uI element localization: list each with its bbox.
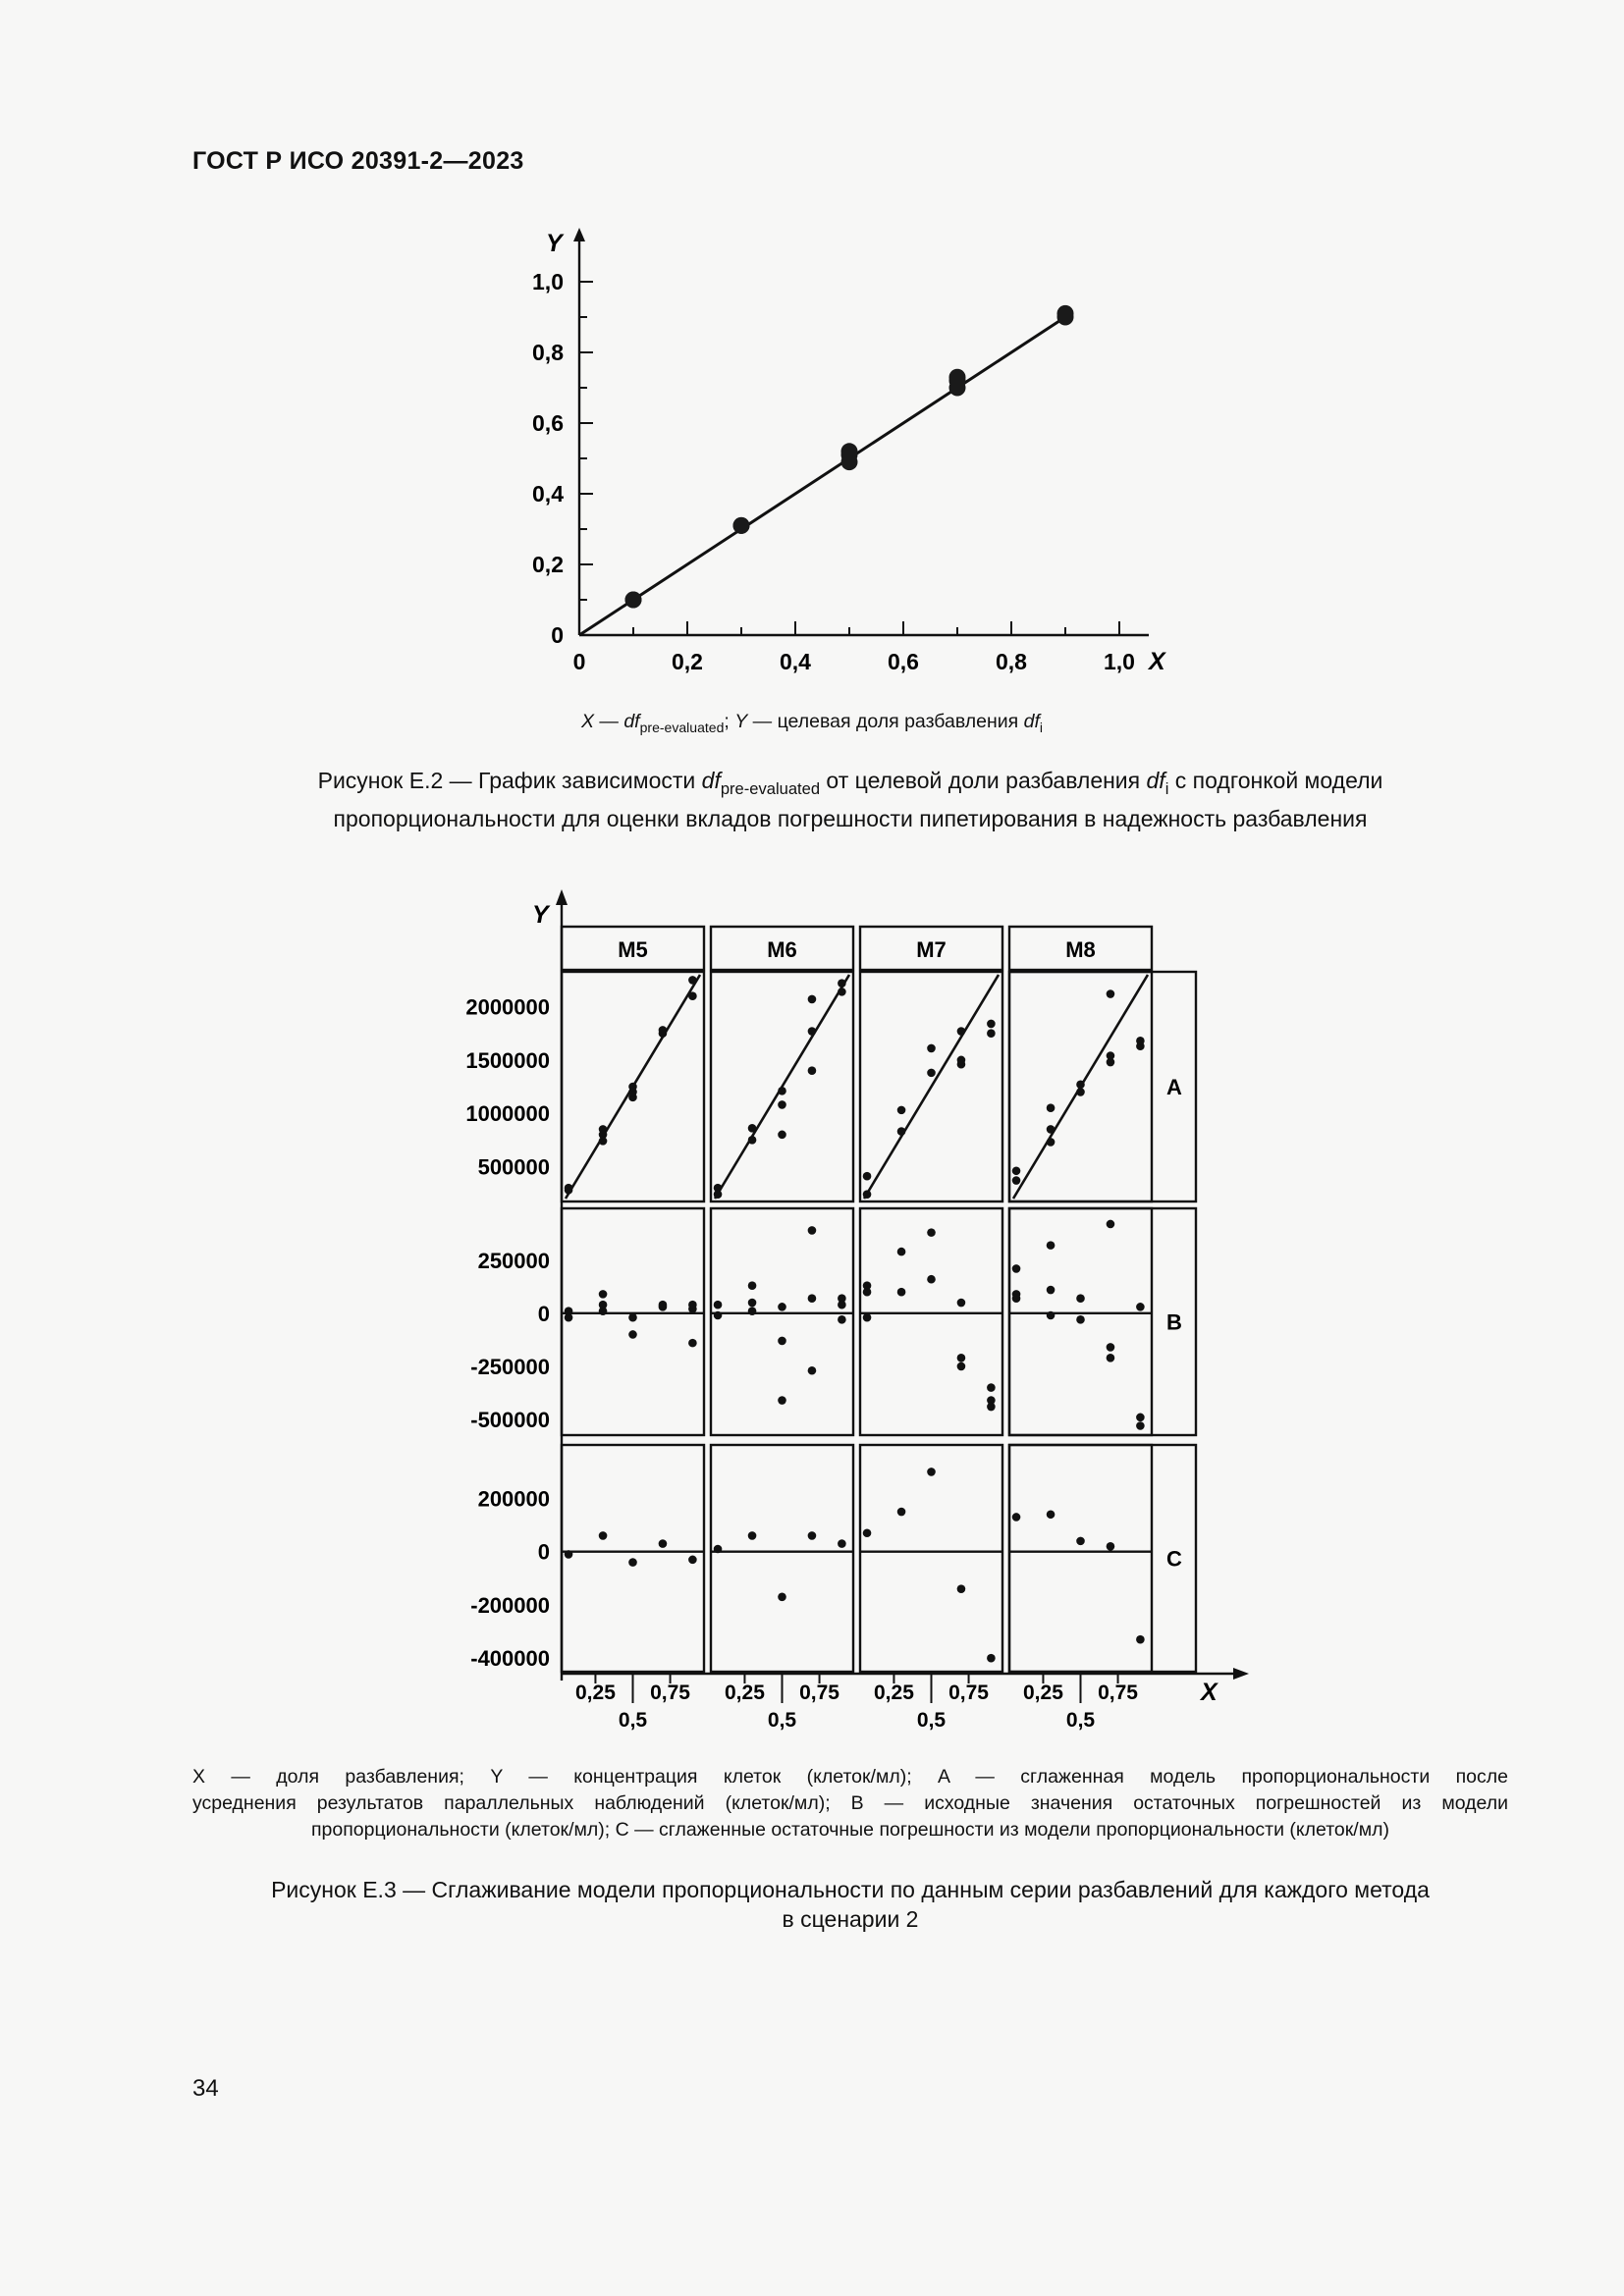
facet-strip-label: M7 (916, 937, 947, 962)
data-point (927, 1228, 936, 1237)
legend-dfi-symbol: df (1023, 711, 1040, 732)
x-tick-label: 1,0 (1104, 649, 1135, 674)
data-point (1012, 1513, 1021, 1522)
x-tick-label: 0,4 (780, 649, 811, 674)
data-point (778, 1303, 786, 1311)
legend-x-symbol: X (580, 711, 594, 732)
data-point (599, 1125, 608, 1134)
legend-separator: ; (724, 711, 735, 732)
y-tick-label: 0,2 (532, 552, 564, 577)
x-tick-label: 0 (572, 649, 586, 674)
data-point (863, 1288, 872, 1297)
data-point (748, 1124, 757, 1133)
data-point (863, 1313, 872, 1322)
data-point (688, 991, 697, 1000)
data-point (1136, 1421, 1145, 1430)
panel-frame (562, 1208, 704, 1435)
data-point (897, 1508, 906, 1517)
data-point (628, 1558, 637, 1567)
data-point (778, 1396, 786, 1405)
x-tick-label: 0,5 (916, 1709, 947, 1732)
row-label: B (1166, 1309, 1182, 1335)
data-point (1047, 1241, 1056, 1250)
x-axis-label: X (1149, 648, 1165, 675)
panel-frame (711, 1445, 853, 1672)
data-point (1136, 1635, 1145, 1644)
data-point (1047, 1510, 1056, 1519)
figure-e3-caption-line1: Рисунок Е.3 — Сглаживание модели пропорциональности по данным серии разбавлений для каждого метода (271, 1877, 1430, 1902)
data-point (599, 1531, 608, 1540)
data-point (808, 1366, 817, 1375)
y-tick-label: 1,0 (532, 269, 564, 294)
x-axis-arrow (1233, 1668, 1249, 1680)
data-point (599, 1301, 608, 1309)
panel-frame (1009, 1445, 1152, 1672)
figure-e3-legend (192, 1764, 1508, 1843)
data-point (1012, 1166, 1021, 1175)
x-tick-label: 0,75 (1098, 1682, 1138, 1704)
data-point (808, 1027, 817, 1036)
data-point (714, 1311, 723, 1320)
data-point (628, 1083, 637, 1092)
data-point (808, 995, 817, 1004)
data-point (628, 1330, 637, 1339)
data-point (1076, 1315, 1085, 1324)
page-number: 34 (192, 2075, 219, 2102)
data-point (1136, 1414, 1145, 1422)
y-tick-label: 0,8 (532, 340, 564, 365)
fit-line (715, 975, 849, 1199)
data-point (863, 1190, 872, 1199)
y-tick-label: -500000 (470, 1408, 550, 1433)
data-point (838, 1301, 846, 1309)
data-point (659, 1301, 668, 1309)
legend-dash: — (747, 711, 778, 732)
facet-strip-label: M5 (618, 937, 648, 962)
x-axis-label: X (1201, 1679, 1218, 1706)
data-point (778, 1131, 786, 1140)
data-point (1012, 1264, 1021, 1273)
data-point (714, 1545, 723, 1554)
data-point (1047, 1286, 1056, 1295)
x-tick-label: 0,8 (996, 649, 1027, 674)
data-point (987, 1383, 996, 1392)
data-point (565, 1184, 573, 1193)
data-point (688, 976, 697, 985)
data-point (1047, 1138, 1056, 1147)
data-point (808, 1294, 817, 1303)
data-point (897, 1106, 906, 1115)
data-point (1107, 1354, 1115, 1362)
figure-e3-caption-line2: в сценарии 2 (782, 1906, 919, 1932)
data-point (1136, 1303, 1145, 1311)
legend-dash: — (593, 711, 624, 732)
y-tick-label: -250000 (470, 1354, 550, 1379)
figure-e2-caption-line2: пропорциональности для оценки вкладов погрешности пипетирования в надежность разбавления (333, 805, 1368, 831)
x-tick-label: 0,5 (618, 1709, 648, 1732)
data-point (565, 1313, 573, 1322)
data-point (1107, 989, 1115, 998)
figure-e2-caption-line1: Рисунок Е.2 — График зависимости $df_{pre-evaluated}$ от целевой доли разбавления $df_i$ с подгонкой модели (317, 768, 1383, 798)
y-tick-label: 0 (537, 1539, 550, 1565)
y-tick-label: 0,4 (532, 481, 564, 507)
data-point (927, 1275, 936, 1284)
figure-e3-legend-line1: X — доля разбавления; Y — концентрация клеток (клеток/мл); A — сглаженная модель пропорциональности после (192, 1766, 1508, 1788)
data-point (565, 1550, 573, 1559)
data-point (688, 1556, 697, 1565)
x-tick-label: 0,75 (799, 1682, 839, 1704)
legend-df-symbol: df (623, 711, 640, 732)
data-point (599, 1290, 608, 1299)
data-point (957, 1362, 966, 1371)
x-tick-label: 0,25 (575, 1682, 616, 1704)
y-tick-label: -400000 (470, 1646, 550, 1672)
data-point (1047, 1125, 1056, 1134)
legend-y-symbol: Y (734, 711, 748, 732)
legend-dfi-subscript: i (1039, 719, 1044, 735)
data-point (1047, 1311, 1056, 1320)
data-point (778, 1337, 786, 1346)
data-point (987, 1020, 996, 1029)
data-point (927, 1069, 936, 1078)
y-axis-label: Y (532, 901, 549, 929)
x-tick-label: 0,2 (672, 649, 703, 674)
facet-strip-label: M8 (1065, 937, 1096, 962)
y-tick-label: 0,6 (532, 410, 564, 436)
data-point (897, 1248, 906, 1256)
y-axis-arrow (556, 889, 568, 905)
data-point (927, 1468, 936, 1476)
data-point (838, 988, 846, 996)
y-tick-label: 250000 (477, 1248, 550, 1273)
data-point (897, 1127, 906, 1136)
data-point (1076, 1088, 1085, 1096)
data-point (1107, 1051, 1115, 1060)
data-point (1076, 1294, 1085, 1303)
data-point (1107, 1220, 1115, 1229)
data-point (688, 1339, 697, 1348)
y-tick-label: 500000 (477, 1154, 550, 1180)
data-point (957, 1056, 966, 1065)
data-point (808, 1531, 817, 1540)
document-header: ГОСТ Р ИСО 20391-2—2023 (192, 147, 524, 175)
data-point (748, 1307, 757, 1315)
data-point (808, 1066, 817, 1075)
data-point (714, 1190, 723, 1199)
data-point (1076, 1537, 1085, 1546)
y-tick-label: 2000000 (465, 994, 550, 1020)
data-point (778, 1593, 786, 1602)
data-point (838, 1539, 846, 1548)
data-point (838, 1315, 846, 1324)
figure-e3-legend-line3: пропорциональности (клеток/мл); C — сглаженные остаточные погрешности из модели пропорциональности (клеток/мл) (311, 1819, 1389, 1841)
data-point (1107, 1343, 1115, 1352)
data-point (957, 1299, 966, 1308)
panel-frame (860, 1445, 1002, 1672)
data-point (688, 1301, 697, 1309)
row-label: A (1166, 1075, 1182, 1099)
y-tick-label: -200000 (470, 1592, 550, 1618)
data-point (927, 1044, 936, 1053)
data-point (957, 1027, 966, 1036)
data-point (778, 1087, 786, 1095)
facet-strip-label: M6 (767, 937, 797, 962)
y-tick-label: 0 (537, 1301, 550, 1326)
data-point (748, 1136, 757, 1145)
x-tick-label: 0,25 (874, 1682, 914, 1704)
data-point (1012, 1294, 1021, 1303)
data-point (897, 1288, 906, 1297)
data-point (748, 1299, 757, 1308)
data-point (1047, 1103, 1056, 1112)
data-point (1076, 1081, 1085, 1090)
x-tick-label: 0,5 (767, 1709, 797, 1732)
data-point (628, 1313, 637, 1322)
data-point (748, 1531, 757, 1540)
x-tick-label: 0,75 (650, 1682, 690, 1704)
data-point (714, 1301, 723, 1309)
data-point (778, 1100, 786, 1109)
y-tick-label: 1500000 (465, 1047, 550, 1073)
x-tick-label: 0,25 (725, 1682, 765, 1704)
data-point (987, 1403, 996, 1412)
figure-e3-legend-line2: усреднения результатов параллельных наблюдений (клеток/мл); B — исходные значения остаточных погрешностей из модели (192, 1792, 1508, 1814)
figure-e3-caption (192, 1875, 1508, 1934)
x-tick-label: 0,6 (888, 649, 919, 674)
x-tick-label: 0,25 (1023, 1682, 1063, 1704)
data-point (659, 1026, 668, 1035)
row-label: C (1166, 1546, 1182, 1572)
data-point (1012, 1176, 1021, 1185)
data-point (987, 1654, 996, 1663)
data-point (748, 1281, 757, 1290)
y-axis-label: Y (546, 230, 563, 257)
legend-y-text: целевая доля разбавления (777, 711, 1019, 732)
data-point (987, 1029, 996, 1038)
legend-df-subscript: pre-evaluated (639, 719, 725, 735)
y-tick-label: 0 (551, 622, 564, 648)
data-point (659, 1539, 668, 1548)
y-tick-label: 200000 (477, 1486, 550, 1512)
panel-frame (860, 1208, 1002, 1435)
x-tick-label: 0,75 (948, 1682, 989, 1704)
fit-line (864, 975, 999, 1199)
data-point (1107, 1542, 1115, 1551)
y-tick-label: 1000000 (465, 1101, 550, 1127)
data-point (957, 1354, 966, 1362)
data-point (808, 1226, 817, 1235)
x-tick-label: 0,5 (1065, 1709, 1096, 1732)
data-point (1136, 1037, 1145, 1045)
data-point (957, 1584, 966, 1593)
data-point (863, 1172, 872, 1181)
data-point (863, 1528, 872, 1537)
data-point (838, 979, 846, 988)
